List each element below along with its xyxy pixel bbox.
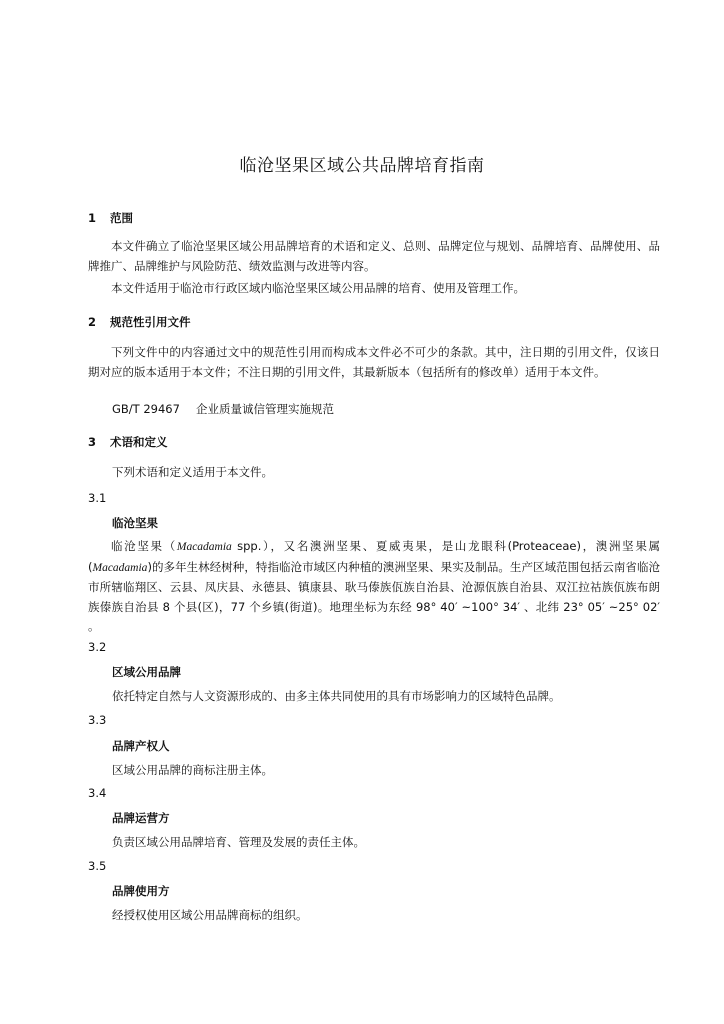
section-number: 1 <box>88 211 97 225</box>
section-title: 范围 <box>110 211 133 225</box>
term-name: 品牌使用方 <box>112 884 170 898</box>
term-definition: 负责区域公用品牌培育、管理及发展的责任主体。 <box>112 835 365 849</box>
document-title: 临沧坚果区域公共品牌培育指南 <box>239 156 485 176</box>
term-definition: 依托特定自然与人文资源形成的、由多主体共同使用的具有市场影响力的区域特色品牌。 <box>112 689 561 703</box>
section-title: 术语和定义 <box>110 435 168 449</box>
section-heading-normative-references <box>88 314 191 330</box>
references-paragraph: 下列文件中的内容通过文中的规范性引用而构成本文件必不可少的条款。其中，注日期的引用文件，仅该日期对应的版本适用于本文件；不注日期的引用文件，其最新版本（包括所有的修改单）适用于本文件。 <box>88 345 660 379</box>
term-number: 3.2 <box>88 640 107 654</box>
section-number: 3 <box>88 435 97 449</box>
scope-paragraph-2: 本文件适用于临沧市行政区域内临沧坚果区域公用品牌的培育、使用及管理工作。 <box>111 281 525 295</box>
term-number: 3.3 <box>88 713 107 727</box>
term-name: 品牌运营方 <box>112 811 170 825</box>
term-definition: 临沧坚果（Macadamia spp.），又名澳洲坚果、夏威夷果，是山龙眼科(Proteaceae)，澳洲坚果属(Macadamia)的多年生林经树种，特指临沧市域区内种植的澳洲坚果、果实及制品。生产区域范围包括云南省临沧市所辖临翔区、云县、凤庆县、永德县、镇康县、耿马傣族佤族自治县、沧源佤族自治县、双江拉祜族佤族布朗族傣族自治县 8 个县(区)，77 个乡镇(街道)。地理坐标为东经 98° 40′ ~100° 34′ 、北纬 23° 05′ ~25° 02′ 。 <box>88 539 660 633</box>
reference-code: GB/T 29467 <box>112 402 180 416</box>
reference-entry <box>112 401 334 417</box>
scope-paragraph-1: 本文件确立了临沧坚果区域公用品牌培育的术语和定义、总则、品牌定位与规划、品牌培育、品牌使用、品牌推广、品牌维护与风险防范、绩效监测与改进等内容。 <box>88 239 660 273</box>
term-name: 临沧坚果 <box>112 516 158 530</box>
term-name: 区域公用品牌 <box>112 665 181 679</box>
term-name: 品牌产权人 <box>112 739 170 753</box>
section-title: 规范性引用文件 <box>110 315 191 329</box>
term-number: 3.4 <box>88 786 107 800</box>
term-number: 3.1 <box>88 491 107 505</box>
term-definition: 区域公用品牌的商标注册主体。 <box>112 763 273 777</box>
section-heading-terms <box>88 434 168 450</box>
term-definition: 经授权使用区域公用品牌商标的组织。 <box>112 908 308 922</box>
reference-title: 企业质量诚信管理实施规范 <box>195 402 334 416</box>
terms-intro: 下列术语和定义适用于本文件。 <box>112 465 273 479</box>
section-heading-scope <box>88 210 133 226</box>
term-number: 3.5 <box>88 859 107 873</box>
section-number: 2 <box>88 315 97 329</box>
